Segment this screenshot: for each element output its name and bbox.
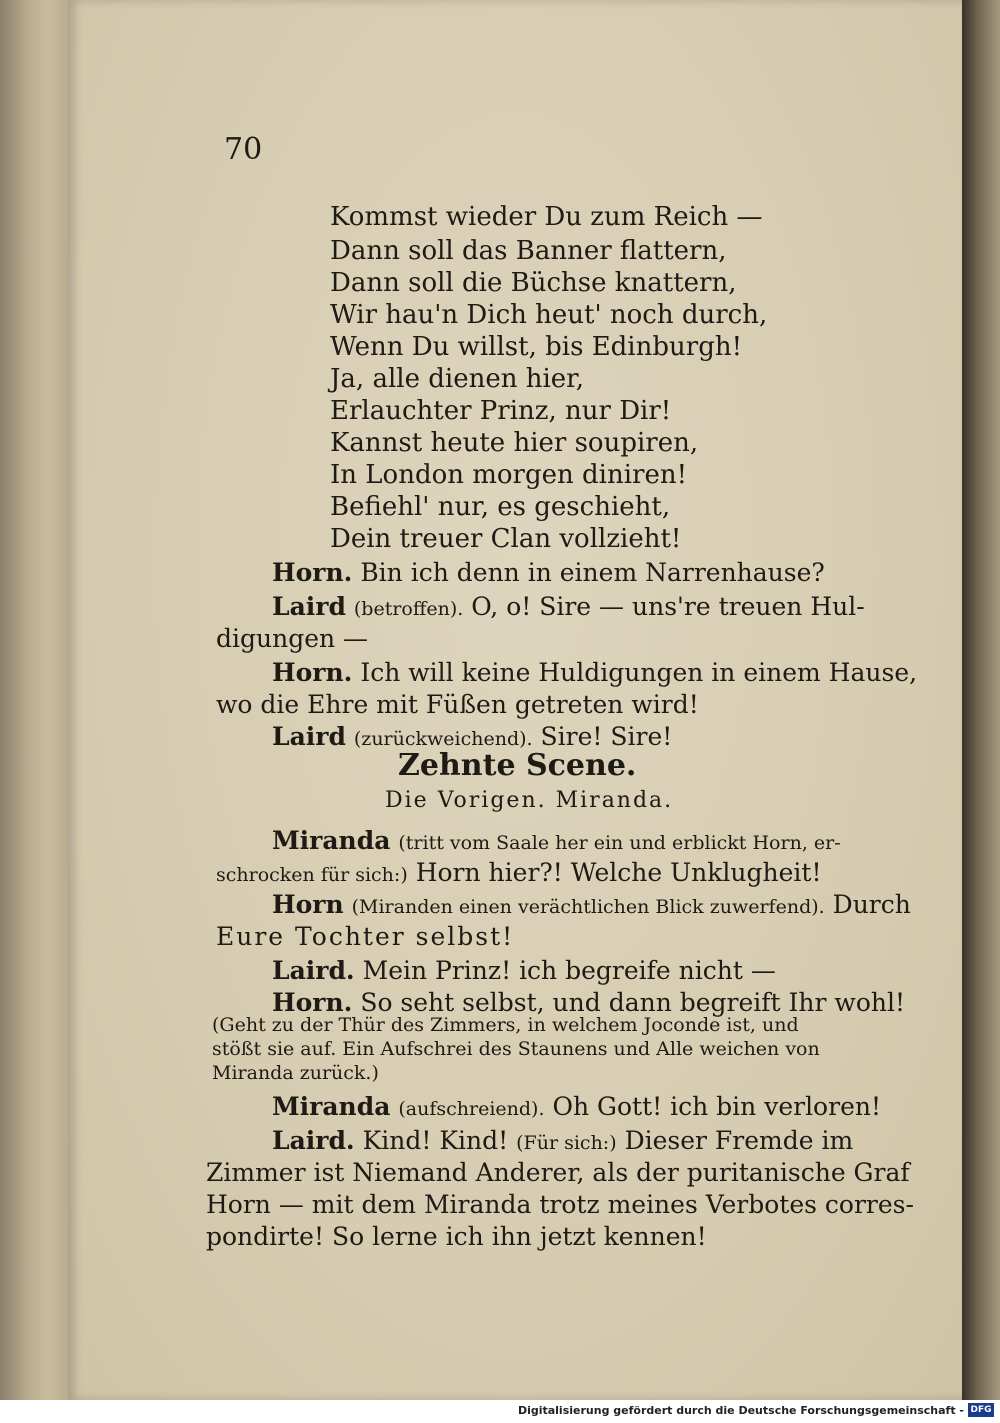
stage-direction: (Geht zu der Thür des Zimmers, in welchem Joconde ist, und (212, 1014, 799, 1036)
stage-direction: (Miranden einen verächtlichen Blick zuwerfend). (351, 896, 825, 918)
dialogue-text: Kind! Kind! (362, 1126, 509, 1155)
speaker-name: Laird. (272, 1126, 355, 1155)
footer-credit: Digitalisierung gefördert durch die Deutsche Forschungsgemeinschaft - (517, 1404, 964, 1417)
speaker-name: Laird. (272, 956, 355, 985)
speaker-name: Laird (272, 592, 346, 621)
stage-direction: Miranda zurück.) (212, 1062, 379, 1084)
dialogue-line (272, 956, 776, 985)
dialogue-line (216, 858, 822, 887)
verse-line: Dann soll die Büchse knattern, (330, 268, 737, 298)
dialogue-text: Horn hier?! Welche Unklugheit! (415, 858, 822, 887)
verse-line: Wir hau'n Dich heut' noch durch, (330, 300, 768, 330)
stage-direction: (zurückweichend). (353, 728, 533, 750)
dialogue-line (272, 592, 865, 621)
verse-line: Ja, alle dienen hier, (330, 364, 585, 394)
dialogue-text: So seht selbst, und dann begreift Ihr wohl! (360, 988, 906, 1017)
dialogue-line (272, 826, 841, 855)
dialogue-line (272, 988, 905, 1017)
dfg-logo: DFG (968, 1403, 994, 1417)
dialogue-text: Zimmer ist Niemand Anderer, als der puritanische Graf (206, 1158, 910, 1187)
dialogue-text: Durch (832, 890, 911, 919)
stage-direction: schrocken für sich:) (216, 864, 408, 886)
stage-direction: (tritt vom Saale her ein und erblickt Horn, er- (398, 832, 841, 854)
speaker-name: Laird (272, 722, 346, 751)
dialogue-text: Horn — mit dem Miranda trotz meines Verbotes corres- (206, 1190, 914, 1219)
dialogue-line (272, 1092, 881, 1121)
speaker-name: Miranda (272, 1092, 391, 1121)
scene-persons: Die Vorigen. Miranda. (385, 788, 674, 813)
dialogue-text: O, o! Sire — uns're treuen Hul- (471, 592, 865, 621)
dialogue-line (272, 558, 825, 587)
dialogue-text: Oh Gott! ich bin verloren! (552, 1092, 882, 1121)
dialogue-text: wo die Ehre mit Füßen getreten wird! (216, 690, 699, 719)
dialogue-text: Ich will keine Huldigungen in einem Hause, (360, 658, 918, 687)
verse-line: Dann soll das Banner flattern, (330, 236, 727, 266)
stage-direction: stößt sie auf. Ein Aufschrei des Staunens und Alle weichen von (212, 1038, 820, 1060)
stage-direction: (Für sich:) (516, 1132, 617, 1154)
verse-line: Kommst wieder Du zum Reich — (330, 202, 763, 232)
stage-direction: (betroffen). (353, 598, 464, 620)
speaker-name: Horn. (272, 658, 353, 687)
dialogue-line (272, 1126, 853, 1155)
dialogue-line (272, 722, 672, 751)
speaker-name: Miranda (272, 826, 391, 855)
verse-line: Erlauchter Prinz, nur Dir! (330, 396, 672, 426)
verse-line: Befiehl' nur, es geschieht, (330, 492, 671, 522)
dialogue-text: Sire! Sire! (540, 722, 673, 751)
dialogue-line (272, 658, 917, 687)
dialogue-text: Bin ich denn in einem Narrenhause? (360, 558, 825, 587)
verse-line: Kannst heute hier soupiren, (330, 428, 699, 458)
speaker-name: Horn. (272, 558, 353, 587)
dialogue-line (272, 890, 911, 919)
dialogue-text: Dieser Fremde im (624, 1126, 854, 1155)
dialogue-text: Mein Prinz! ich begreife nicht — (362, 956, 776, 985)
speaker-name: Horn (272, 890, 344, 919)
page-number: 70 (224, 132, 263, 167)
dialogue-text: digungen — (216, 624, 369, 653)
verse-line: In London morgen diniren! (330, 460, 688, 490)
book-gutter-right (962, 0, 1000, 1400)
verse-line: Dein treuer Clan vollzieht! (330, 524, 682, 554)
dialogue-text: pondirte! So lerne ich ihn jetzt kennen! (206, 1222, 707, 1251)
verse-line: Wenn Du willst, bis Edinburgh! (330, 332, 743, 362)
speaker-name: Horn. (272, 988, 353, 1017)
dialogue-text: Eure Tochter selbst! (216, 922, 515, 951)
scene-heading: Zehnte Scene. (398, 748, 637, 783)
book-page-edge-left (0, 0, 70, 1400)
stage-direction: (aufschreiend). (398, 1098, 545, 1120)
